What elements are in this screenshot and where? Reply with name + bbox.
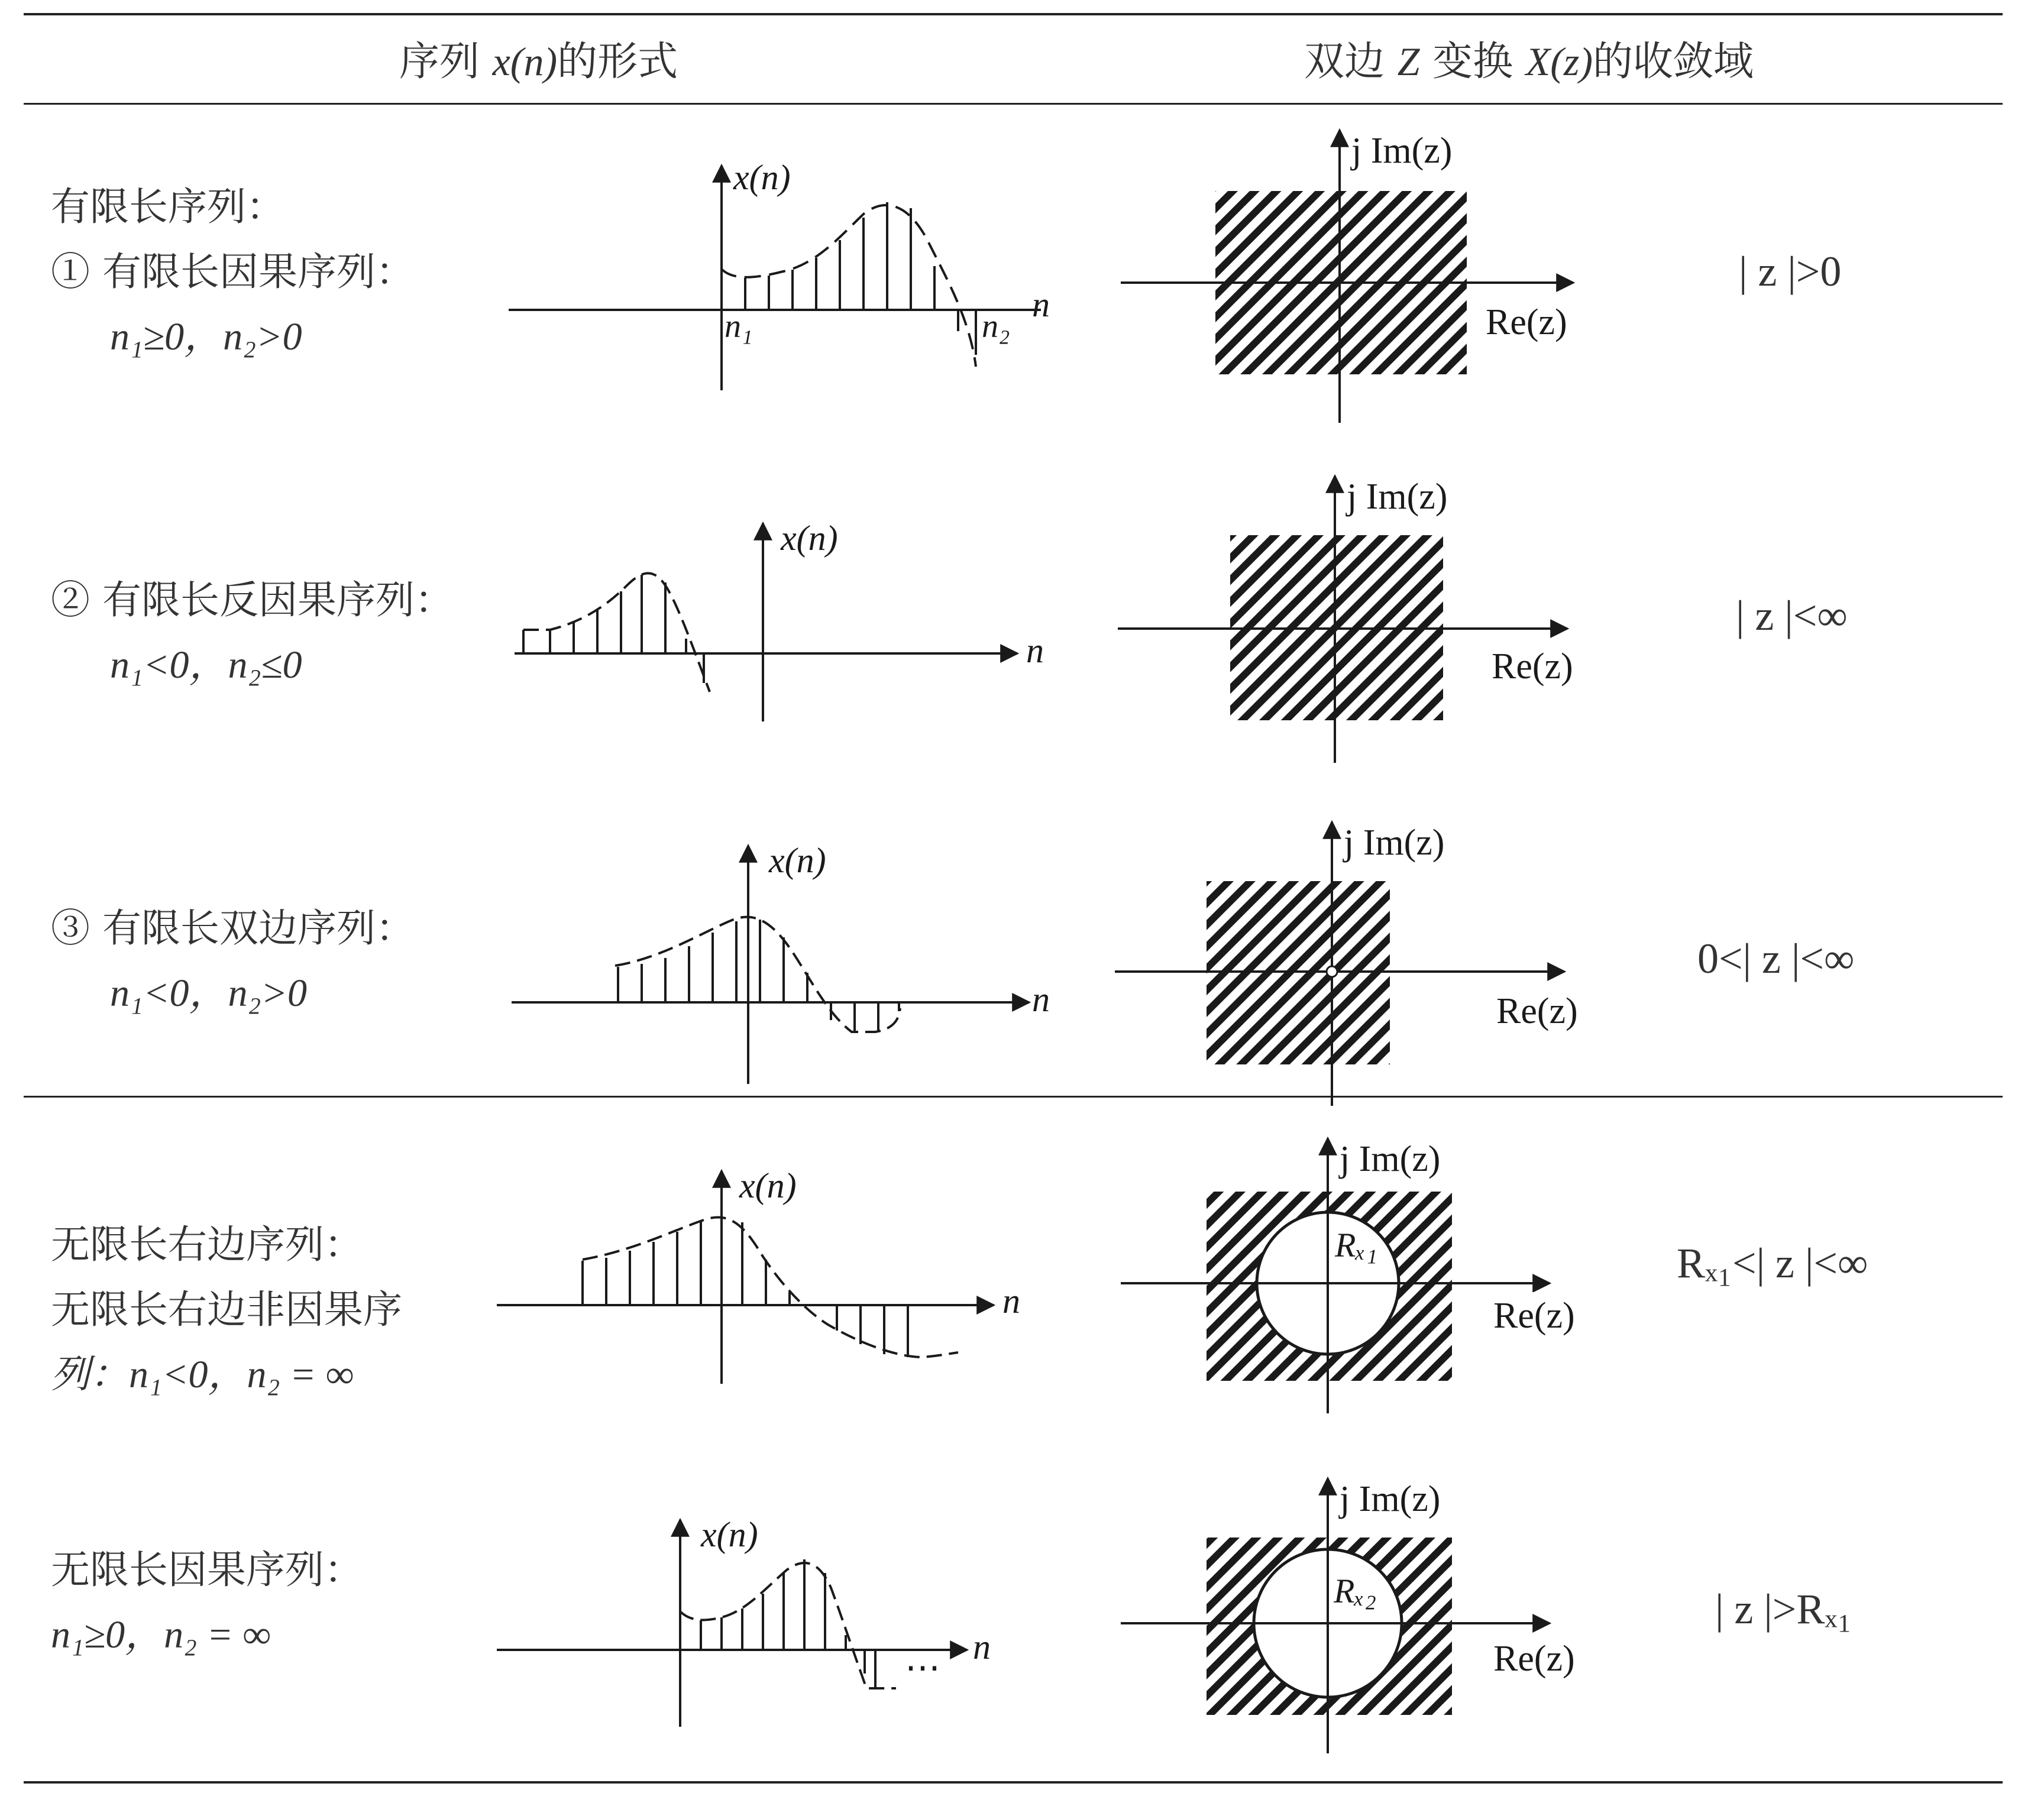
row2-condition: n₁<0，n₂≤0 [110, 643, 302, 687]
row4-sequence-plot [497, 1168, 1041, 1387]
row3-sequence-plot [509, 843, 1076, 1091]
envelope-curve [523, 573, 710, 692]
row4-title: 无限长右边序列： [51, 1222, 363, 1267]
row1-description [51, 174, 415, 370]
top-rule [24, 13, 2003, 15]
envelope-curve [722, 205, 976, 367]
xn-label: x(n) [733, 158, 791, 197]
envelope-curve [583, 1217, 958, 1357]
im-label: j Im(z) [1344, 823, 1445, 863]
envelope-curve [615, 917, 900, 1032]
xn-label: x(n) [781, 519, 838, 558]
col-header-roc: 双边 Z 变换 X(z)的收敛域 [1304, 38, 1754, 85]
row5-sequence-plot [497, 1511, 1017, 1733]
row4-roc-plot [1118, 1135, 1650, 1416]
row5-roc-plot [1118, 1475, 1650, 1756]
row5-roc-text: | z |>Rₓ₁ [1715, 1585, 1852, 1633]
im-label: j Im(z) [1340, 1139, 1441, 1179]
n-axis-label: n [1032, 980, 1050, 1019]
sample-stems [745, 202, 976, 355]
n-axis-label: n [1002, 1281, 1020, 1320]
re-label: Re(z) [1486, 302, 1567, 342]
row3-roc-plot [1112, 819, 1644, 1109]
sample-stems [583, 1221, 908, 1357]
radius-label: Rₓ₂ [1334, 1572, 1377, 1610]
re-label: Re(z) [1496, 991, 1578, 1031]
row2-sequence-plot [515, 520, 1070, 733]
xn-label: x(n) [739, 1166, 797, 1205]
row1-roc-text: | z |>0 [1739, 248, 1842, 295]
xn-label: x(n) [701, 1515, 758, 1554]
row1-condition: n₁≥0，n₂>0 [110, 315, 302, 358]
col-header-sequence: 序列 x(n)的形式 [399, 38, 678, 85]
re-label: Re(z) [1492, 646, 1573, 687]
n1-label: n₁ [725, 308, 753, 345]
n-axis-label: n [973, 1627, 991, 1666]
n-axis-label: n [1032, 285, 1050, 324]
row5-description [51, 1538, 363, 1668]
group-divider [24, 1096, 2003, 1098]
n2-label: n₂ [982, 308, 1010, 345]
row2-roc-plot [1115, 473, 1647, 769]
im-label: j Im(z) [1340, 1479, 1441, 1519]
n-axis-label: n [1026, 631, 1044, 670]
continuation-dots: ⋯ [905, 1648, 940, 1687]
header-rule [24, 103, 2003, 105]
bottom-rule [24, 1781, 2003, 1784]
row1-title: 有限长序列： [51, 184, 285, 229]
row3-title: ③ 有限长双边序列： [51, 905, 415, 951]
im-label: j Im(z) [1347, 477, 1448, 517]
sample-stems [618, 920, 899, 1032]
row4-condition: 列：n₁<0，n₂ = ∞ [51, 1353, 354, 1396]
row3-roc-text: 0<| z |<∞ [1697, 935, 1855, 982]
origin-marker [1327, 966, 1337, 977]
re-label: Re(z) [1493, 1296, 1575, 1336]
row5-condition: n₁≥0，n₂ = ∞ [51, 1613, 271, 1656]
radius-label: Rₓ₁ [1335, 1226, 1378, 1264]
xn-label: x(n) [769, 841, 826, 880]
row4-subtitle: 无限长右边非因果序 [51, 1287, 402, 1332]
row1-subtitle: ① 有限长因果序列： [51, 249, 415, 294]
row1-roc-plot [1118, 127, 1638, 423]
row4-description [51, 1212, 402, 1407]
row2-roc-text: | z |<∞ [1736, 592, 1848, 639]
row1-sequence-plot [509, 160, 1076, 396]
row3-condition: n₁<0，n₂>0 [110, 972, 307, 1015]
re-label: Re(z) [1493, 1639, 1575, 1679]
row3-description [51, 896, 415, 1026]
row4-roc-text: Rₓ₁<| z |<∞ [1677, 1239, 1868, 1287]
row2-title: ② 有限长反因果序列： [51, 577, 454, 623]
row5-title: 无限长因果序列： [51, 1547, 363, 1593]
sample-stems [701, 1559, 875, 1688]
im-label: j Im(z) [1351, 131, 1453, 171]
row2-description [51, 568, 454, 698]
